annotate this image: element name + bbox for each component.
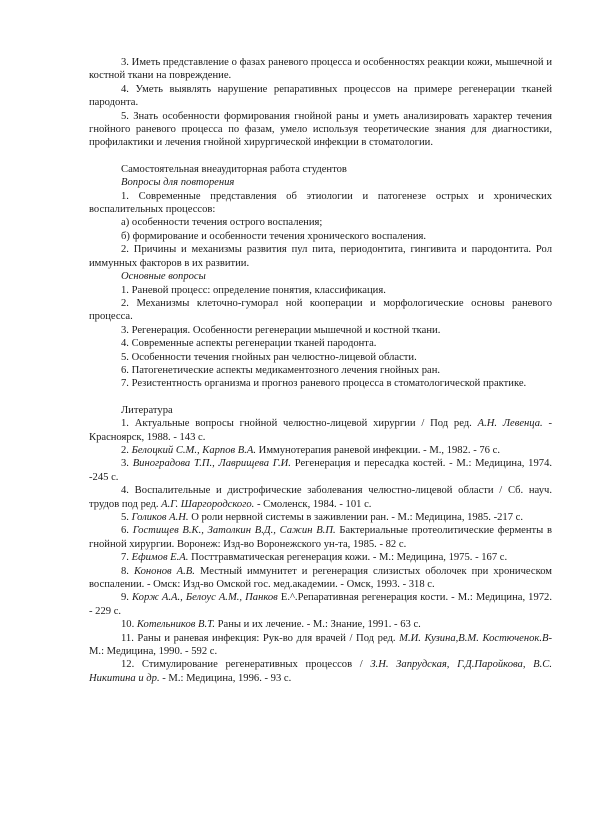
literature-item-text: 1. Актуальные вопросы гнойной челюстно-лицевой хирургии / Под ред. — [121, 418, 478, 430]
literature-item-text: 7. — [121, 552, 132, 564]
literature-item-authors: З.Н. Запрудская, Г.Д.Паройкова, В.С. Никитина и др. — [89, 659, 552, 684]
literature-item-text: Бактериальные протеолитические ферменты в гнойной хирургии. Воронеж: Изд-во Воронежского ун-та, 1985. - 82 с. — [89, 525, 553, 550]
main-questions-heading: Основные вопросы — [121, 271, 206, 283]
main-question-item: 1. Раневой процесс: определение понятия, классификация. — [121, 284, 386, 296]
literature-item-text: Иммунотерапия раневой инфекции. - М., 1982. - 76 с. — [256, 444, 500, 456]
text-column — [89, 56, 552, 685]
literature-item-authors: Гостищев В.К., Затолкин В.Д., Сажин В.П. — [132, 525, 336, 537]
literature-heading: Литература — [121, 404, 173, 416]
literature-item — [89, 632, 552, 659]
literature-item — [89, 417, 552, 444]
main-question-item: 7. Резистентность организма и прогноз раневого процесса в стоматологической практике. — [121, 378, 527, 390]
literature-item-text: 8. — [121, 565, 134, 577]
literature-item-text: 5. — [121, 512, 132, 523]
literature-item — [89, 565, 552, 592]
literature-item — [89, 591, 552, 618]
literature-item — [89, 484, 552, 511]
literature-item-text: Посттравматическая регенерация кожи. - М.: Медицина, 1975. - 167 с. — [188, 552, 508, 564]
literature-item-text: 9. — [121, 592, 133, 604]
literature-item-text: - Красноярск, 1988. - 143 с. — [89, 418, 552, 443]
literature-item-text: Местный иммунитет и регенерация слизистых оболочек при хроническом воспалении. - Омск: Изд-во Омской гос. мед.академии. - Омск, 1993. - 318 с. — [89, 565, 552, 591]
literature-item-text: 11. Раны и раневая инфекция: Рук-во для врачей / Под ред. — [121, 632, 400, 644]
self-work-title: Самостоятельная внеаудиторная работа студентов — [121, 163, 347, 175]
literature-item-text: Раны и их лечение. - М.: Знание, 1991. - 63 с. — [215, 619, 421, 631]
review-item: 2. Причины и механизмы развития пул пита, периодонтита, гингивита и пародонтита. Рол иммунных факторов в их развитии. — [89, 244, 552, 269]
main-question-item: 2. Механизмы клеточно-гуморал ной кооперации и морфологические основы раневого процесса. — [89, 297, 552, 323]
literature-item-text: Е.^.Репаративная регенерация кости. - М.: Медицина, 1972. - 229 с. — [89, 592, 552, 617]
literature-item — [89, 457, 552, 484]
literature-item — [89, 658, 552, 685]
main-question-item: 5. Особенности течения гнойных ран челюстно-лицевой области. — [121, 351, 417, 363]
goal-4: 4. Уметь выявлять нарушение репаративных процессов на примере регенерации тканей пародонта. — [89, 83, 552, 109]
review-item: 1. Современные представления об этиологии и патогенезе острых и хронических воспалительных процессов: — [89, 190, 552, 216]
literature-item-text: Регенерация и пересадка костей. - М.: Медицина, 1974. -245 с. — [89, 458, 553, 483]
literature-item-text: 2. — [121, 444, 132, 456]
goal-5: 5. Знать особенности формирования гнойной раны и уметь анализировать характер течения гнойного раневого процесса по фазам, умело используя теоретические знания для диагностики, профилактики и лечения гнойной хирургической инфекции в стоматологии. — [89, 110, 552, 149]
literature-item-authors: Голиков А.Н. — [131, 512, 189, 523]
literature-item-authors: Кононов А.В. — [134, 565, 195, 577]
literature-item-authors: Котельников В.Т. — [136, 619, 215, 631]
main-question-item: 3. Регенерация. Особенности регенерации мышечной и костной ткани. — [121, 324, 441, 336]
literature-item — [89, 511, 552, 524]
literature-list — [89, 417, 552, 685]
literature-item-authors: Корж А.А., Белоус А.М., Панков — [132, 592, 278, 604]
literature-item — [89, 524, 552, 551]
literature-item-authors: М.И. Кузина,В.М. Костюченок.В — [399, 632, 549, 644]
review-heading: Вопросы для повторения — [121, 177, 235, 189]
review-item: б) формирование и особенности течения хронического воспаления. — [121, 230, 427, 242]
literature-item-authors: А.Н. Левенца. — [477, 418, 543, 430]
literature-item-authors: Белоцкий С.М., Карпов В.А. — [131, 444, 257, 456]
literature-item-text: 6. — [121, 525, 133, 537]
literature-item-text: 12. Стимулирование регенеративных процессов / — [121, 659, 371, 671]
literature-item — [89, 444, 552, 457]
literature-item-authors: А.Г. Шаргородского. — [161, 498, 255, 510]
literature-item-authors: Виноградова Т.П., Лаврищева Г.И. — [132, 458, 291, 470]
literature-item — [89, 618, 552, 631]
review-item: а) особенности течения острого воспаления; — [121, 217, 323, 229]
literature-item-text: О роли нервной системы в заживлении ран. - М.: Медицина, 1985. -217 с. — [188, 512, 524, 523]
literature-item-text: - М.: Медицина, 1990. - 592 с. — [89, 632, 552, 658]
literature-item-authors: Ефимов Е.А. — [131, 552, 189, 564]
literature-item-text: 4. Воспалительные и дистрофические заболевания челюстно-лицевой области / Сб. науч. трудов под ред. — [89, 485, 552, 510]
literature-item-text: - Смоленск, 1984. - 101 с. — [254, 498, 372, 510]
literature-item-text: - М.: Медицина, 1996. - 93 с. — [159, 672, 292, 684]
main-question-item: 4. Современные аспекты регенерации тканей пародонта. — [121, 338, 377, 350]
main-question-item: 6. Патогенетические аспекты медикаментозного лечения гнойных ран. — [121, 364, 441, 376]
literature-item — [89, 551, 552, 564]
literature-item-text: 3. — [121, 458, 133, 470]
goal-3: 3. Иметь представление о фазах раневого процесса и особенностях реакции кожи, мышечной и костной ткани на повреждение. — [89, 57, 552, 82]
literature-item-text: 10. — [121, 619, 137, 631]
